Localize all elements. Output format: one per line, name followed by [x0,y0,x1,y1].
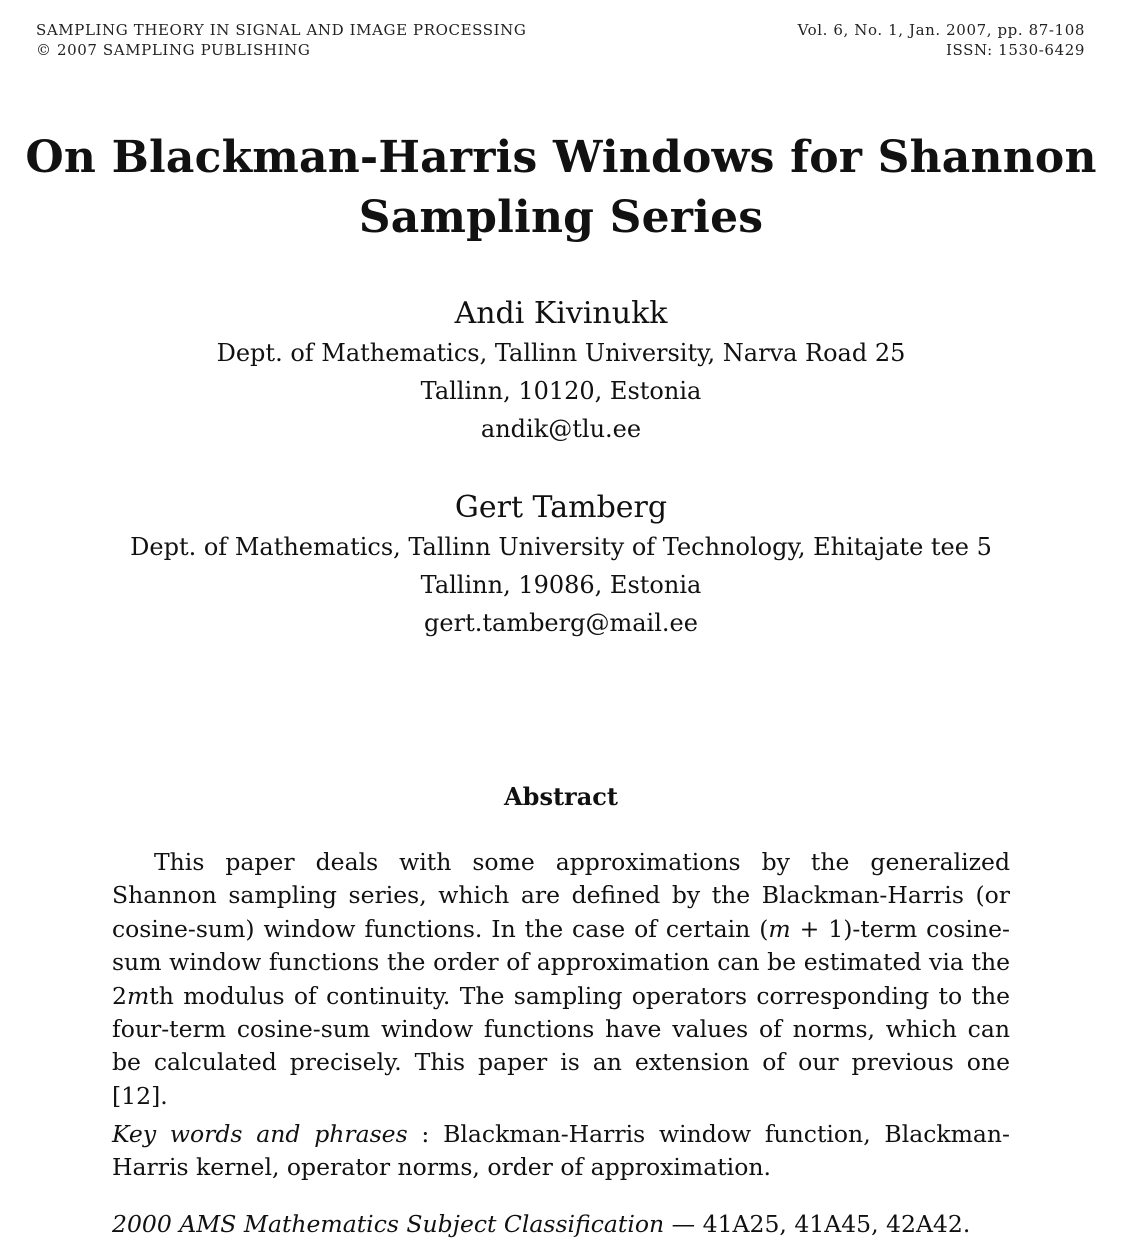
keywords [112,1118,1010,1185]
ams-codes: 41A25, 41A45, 42A42. [702,1210,971,1238]
ams-separator: — [664,1210,703,1238]
author-address: Tallinn, 10120, Estonia [420,377,702,405]
journal-name: SAMPLING THEORY IN SIGNAL AND IMAGE PROCESSING [36,21,527,39]
author-block-1 [0,294,1122,448]
author-affiliation: Dept. of Mathematics, Tallinn University of Technology, Ehitajate tee 5 [130,533,992,561]
ams-label: 2000 AMS Mathematics Subject Classification [112,1210,665,1238]
paper-title [0,128,1122,248]
issn: ISSN: 1530-6429 [945,41,1085,59]
keywords-label: Key words and phrases [112,1120,408,1148]
header-right [798,20,1085,60]
abstract-text-part-1: This paper deals with some approximations by the generalized Shannon sampling series, which are defined by the Blackman-Harris (or cosine-sum) window functions. In the case of certain ( [112,848,1010,943]
author-name: Gert Tamberg [454,490,668,525]
author-address: Tallinn, 19086, Estonia [420,571,702,599]
keywords-separator: : [407,1120,444,1148]
keywords-text: Blackman-Harris window function, Blackman-Harris kernel, operator norms, order of approximation. [112,1120,1010,1182]
volume-info: Vol. 6, No. 1, Jan. 2007, pp. 87-108 [797,21,1085,39]
abstract-text [112,846,1010,1113]
header-left [36,20,526,60]
math-variable: m [768,914,791,943]
author-affiliation: Dept. of Mathematics, Tallinn University, Narva Road 25 [216,339,906,367]
author-name: Andi Kivinukk [454,296,668,331]
author-email[interactable]: gert.tamberg@mail.ee [424,609,698,637]
math-variable: m [126,981,150,1010]
author-block-2 [0,488,1122,642]
abstract-heading: Abstract [504,782,618,811]
abstract-text-part-3: th modulus of continuity. The sampling operators corresponding to the four-term cosine-sum window functions have values of norms, which can be calculated precisely. This paper is an extension of our previous one [12]. [112,981,1010,1110]
abstract-text-part-2: + 1)-term cosine-sum window functions the order of approximation can be estimated via the 2 [112,914,1010,1010]
ams-classification [112,1208,1010,1241]
title-line-1: On Blackman-Harris Windows for Shannon [25,132,1097,183]
title-line-2: Sampling Series [358,192,764,243]
copyright-line: © 2007 SAMPLING PUBLISHING [36,41,311,59]
author-email[interactable]: andik@tlu.ee [480,415,642,443]
